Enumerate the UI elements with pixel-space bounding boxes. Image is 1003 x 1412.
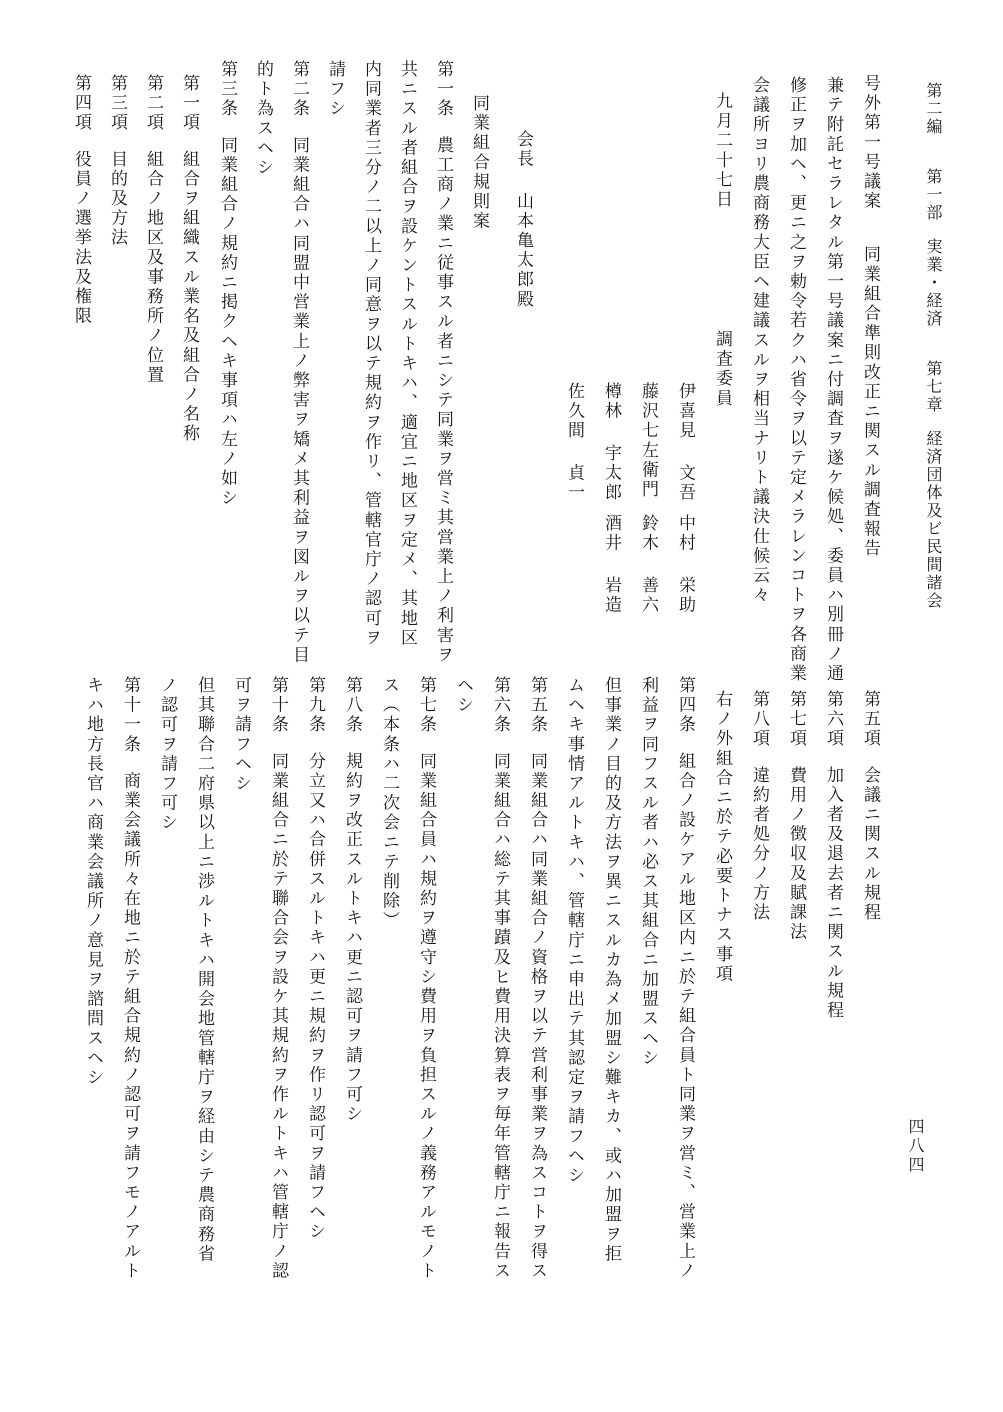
report-body-line: 兼テ附託セラレタル第一号議案ニ付調査ヲ遂ケ候処、委員ハ別冊ノ通 (823, 76, 843, 684)
article-line: 第八条規約ヲ改正スルトキハ更ニ認可ヲ請フ可シ (342, 676, 362, 1125)
header-part: 第二編 (924, 82, 943, 136)
article-line: 第七条同業組合員ハ規約ヲ遵守シ費用ヲ負担スルノ義務アルモノト (416, 676, 436, 1282)
article-label: 第四条 (675, 676, 695, 735)
article-line: 但事業ノ目的及方法ヲ異ニスルカ為メ加盟シ難キカ、或ハ加盟ヲ拒 (601, 676, 621, 1264)
item-line: 第二項組合ノ地区及事務所ノ位置 (143, 74, 163, 386)
report-body-line: 修正ヲ加ヘ、更ニ之ヲ勅令若クハ省令ヲ以テ定メラレンコトヲ各商業 (786, 76, 806, 684)
article-line: 第五条同業組合ハ同業組合ノ資格ヲ以テ営利事業ヲ為スコトヲ得ス (527, 676, 547, 1282)
item-line: 第六項加入者及退去者ニ関スル規程 (823, 690, 843, 1021)
article-label: 第三条 (217, 60, 237, 119)
article-label: 第七条 (416, 676, 436, 735)
bill-number: 号外第一号議案 (860, 74, 880, 212)
article-line: 但其聯合二府県以上ニ渉ルトキハ開会地管轄庁ヲ経由シテ農商務省 (194, 676, 214, 1264)
article-label: 第二条 (289, 60, 309, 119)
report-title: 同業組合準則改正ニ関スル調査報告 (860, 245, 880, 559)
item-line: 第四項役員ノ選挙法及権限 (71, 74, 91, 327)
article-label: 第九条 (305, 676, 325, 735)
article-line: 第三条同業組合ノ規約ニ掲クヘキ事項ハ左ノ如シ (217, 60, 237, 509)
header-chapter-title: 経済団体及ビ民間諸会 (924, 430, 943, 610)
item-line: 第三項目的及方法 (107, 74, 127, 248)
report-date: 九月二十七日 (712, 92, 732, 210)
article-line: 第十条同業組合ニ於テ聯合会ヲ設ケ其規約ヲ作ルトキハ管轄庁ノ認 (268, 676, 288, 1282)
article-label: 第六条 (490, 676, 510, 735)
committee-member: 佐久間 貞一 (564, 382, 584, 503)
article-line: 第九条分立又ハ合併スルトキハ更ニ規約ヲ作リ認可ヲ請フヘシ (305, 676, 325, 1242)
article-line: ヘシ (453, 676, 473, 716)
article-line: ムヘキ事情アルトキハ、管轄庁ニ申出テ其認定ヲ請フヘシ (564, 676, 584, 1186)
item-label: 第四項 (71, 74, 91, 133)
article-line: 第一条農工商ノ業ニ従事スル者ニシテ同業ヲ営ミ其営業上ノ利害ヲ (433, 60, 453, 666)
committee-member: 中村 栄助 (675, 514, 695, 615)
article-line: 請フシ (325, 60, 345, 119)
article-line: 的ト為スヘシ (253, 60, 273, 178)
article-line: 利益ヲ同フスル者ハ必ス其組合ニ加盟スヘシ (638, 676, 658, 1068)
clause-line: 右ノ外組合ニ於テ必要トナス事項 (712, 690, 732, 984)
article-label: 第八条 (342, 676, 362, 735)
rules-title: 同業組合規則案 (469, 94, 489, 232)
header-section: 第一部 (924, 168, 943, 222)
item-label: 第七項 (786, 690, 806, 749)
article-label: 第一条 (433, 60, 453, 119)
committee-member: 藤沢七左衛門 (638, 382, 658, 500)
article-line: 内同業者三分ノ二以上ノ同意ヲ以テ規約ヲ作リ、管轄官庁ノ認可ヲ (361, 60, 381, 648)
article-label: 第十条 (268, 676, 288, 735)
committee-member: 樽林 宇太郎 (601, 382, 621, 503)
item-line: 第八項違約者処分ノ方法 (749, 690, 769, 923)
page-number: 四八四 (906, 1118, 925, 1175)
article-line: 第六条同業組合ハ総テ其事蹟及ヒ費用決算表ヲ毎年管轄庁ニ報告ス (490, 676, 510, 1282)
item-label: 第八項 (749, 690, 769, 749)
addressee: 会長 山本亀太郎殿 (513, 130, 533, 310)
item-label: 第一項 (179, 74, 199, 133)
running-header (925, 82, 941, 610)
item-label: 第二項 (143, 74, 163, 133)
article-line: 可ヲ請フヘシ (231, 676, 251, 794)
committee-member: 鈴木 善六 (638, 514, 658, 615)
report-title-line (861, 74, 878, 559)
article-label: 第五条 (527, 676, 547, 735)
report-body-line: 会議所ヨリ農商務大臣ヘ建議スルヲ相当ナリト議決仕候云々 (749, 76, 769, 606)
article-line: ノ認可ヲ請フ可シ (157, 676, 177, 833)
item-line: 第一項組合ヲ組織スル業名及組合ノ名称 (179, 74, 199, 444)
item-line: 第五項会議ニ関スル規程 (860, 690, 880, 923)
item-label: 第三項 (107, 74, 127, 133)
header-chapter: 第七章 (924, 360, 943, 414)
article-line: 第四条組合ノ設ケアル地区内ニ於テ組合員ト同業ヲ営ミ、営業上ノ (675, 676, 695, 1282)
article-line: キハ地方長官ハ商業会議所ノ意見ヲ諮問スヘシ (83, 676, 103, 1088)
article-label: 第十一条 (120, 676, 140, 755)
committee-member: 酒井 岩造 (601, 514, 621, 615)
item-line: 第七項費用ノ徴収及賦課法 (786, 690, 806, 943)
committee-member: 伊喜見 文吾 (675, 382, 695, 503)
article-line: 共ニスル者組合ヲ設ケントスルトキハ、適宜ニ地区ヲ定メ、其地区 (397, 60, 417, 648)
article-line: ス（本条ハ二次会ニテ削除） (379, 676, 399, 931)
committee-label: 調査委員 (712, 330, 732, 409)
item-label: 第六項 (823, 690, 843, 749)
article-line: 第十一条商業会議所々在地ニ於テ組合規約ノ認可ヲ請フモノアルト (120, 676, 140, 1282)
article-line: 第二条同業組合ハ同盟中営業上ノ弊害ヲ矯メ其利益ヲ図ルヲ以テ目 (289, 60, 309, 666)
item-label: 第五項 (860, 690, 880, 749)
header-field: 実業・経済 (924, 238, 943, 328)
